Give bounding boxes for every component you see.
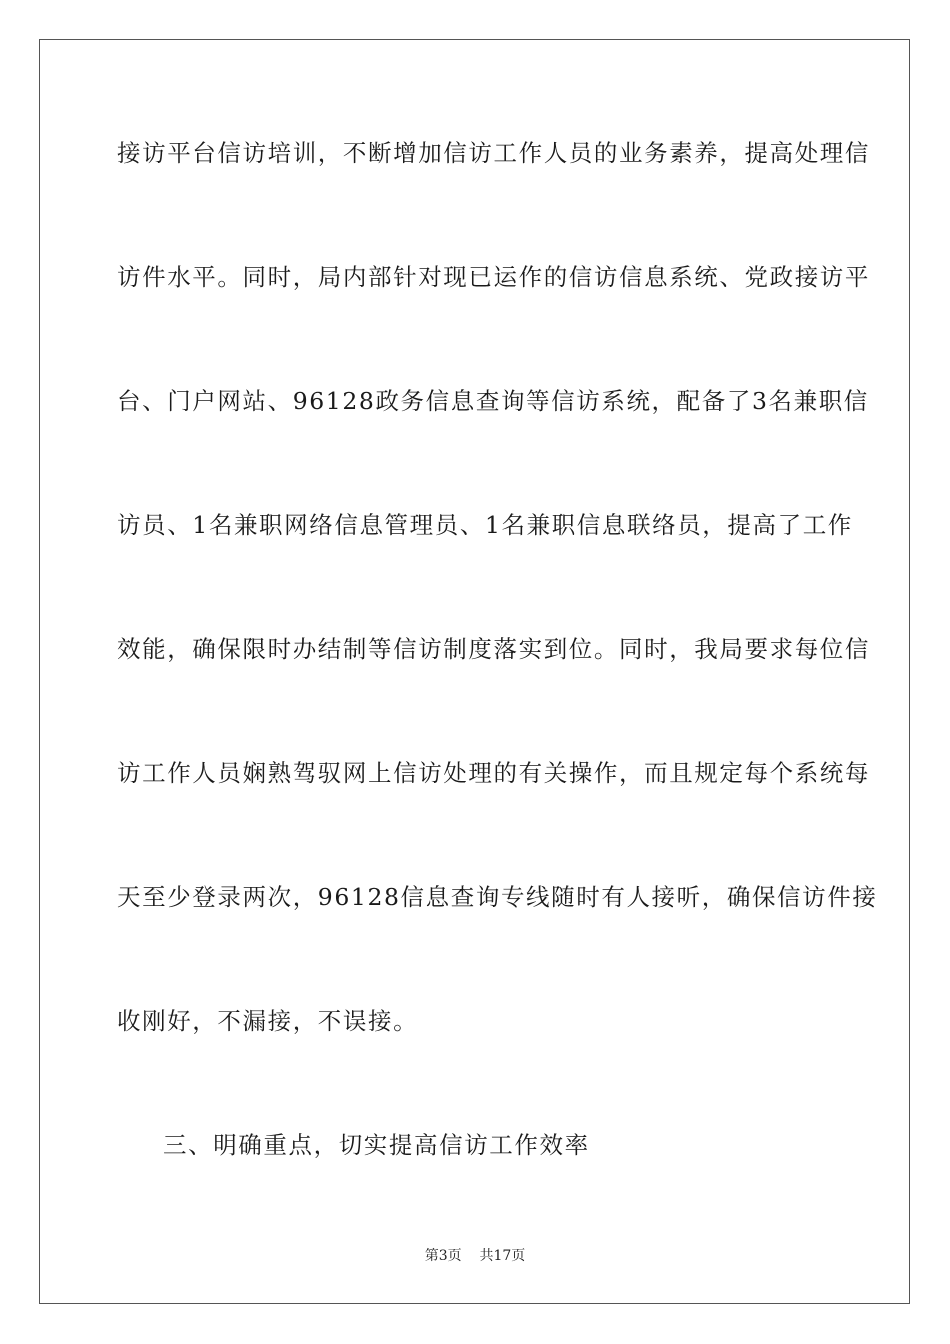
page-number: 第3页 — [424, 1248, 462, 1264]
body-line-1: 接访平台信访培训，不断增加信访工作人员的业务素养，提高处理信 — [117, 139, 870, 167]
page-border — [39, 39, 910, 1304]
body-line-5: 效能，确保限时办结制等信访制度落实到位。同时，我局要求每位信 — [117, 635, 870, 663]
page-footer — [0, 1246, 950, 1266]
body-line-3: 台、门户网站、96128政务信息查询等信访系统，配备了3名兼职信 — [117, 387, 869, 415]
body-line-2: 访件水平。同时，局内部针对现已运作的信访信息系统、党政接访平 — [117, 263, 870, 291]
page-total: 共17页 — [479, 1248, 526, 1264]
section-heading: 三、明确重点，切实提高信访工作效率 — [163, 1131, 590, 1159]
body-line-8: 收刚好，不漏接，不误接。 — [117, 1007, 419, 1035]
body-line-4: 访员、1名兼职网络信息管理员、1名兼职信息联络员，提高了工作 — [117, 511, 853, 539]
body-line-6: 访工作人员娴熟驾驭网上信访处理的有关操作，而且规定每个系统每 — [117, 759, 870, 787]
body-line-7: 天至少登录两次，96128信息查询专线随时有人接听，确保信访件接 — [117, 883, 878, 911]
